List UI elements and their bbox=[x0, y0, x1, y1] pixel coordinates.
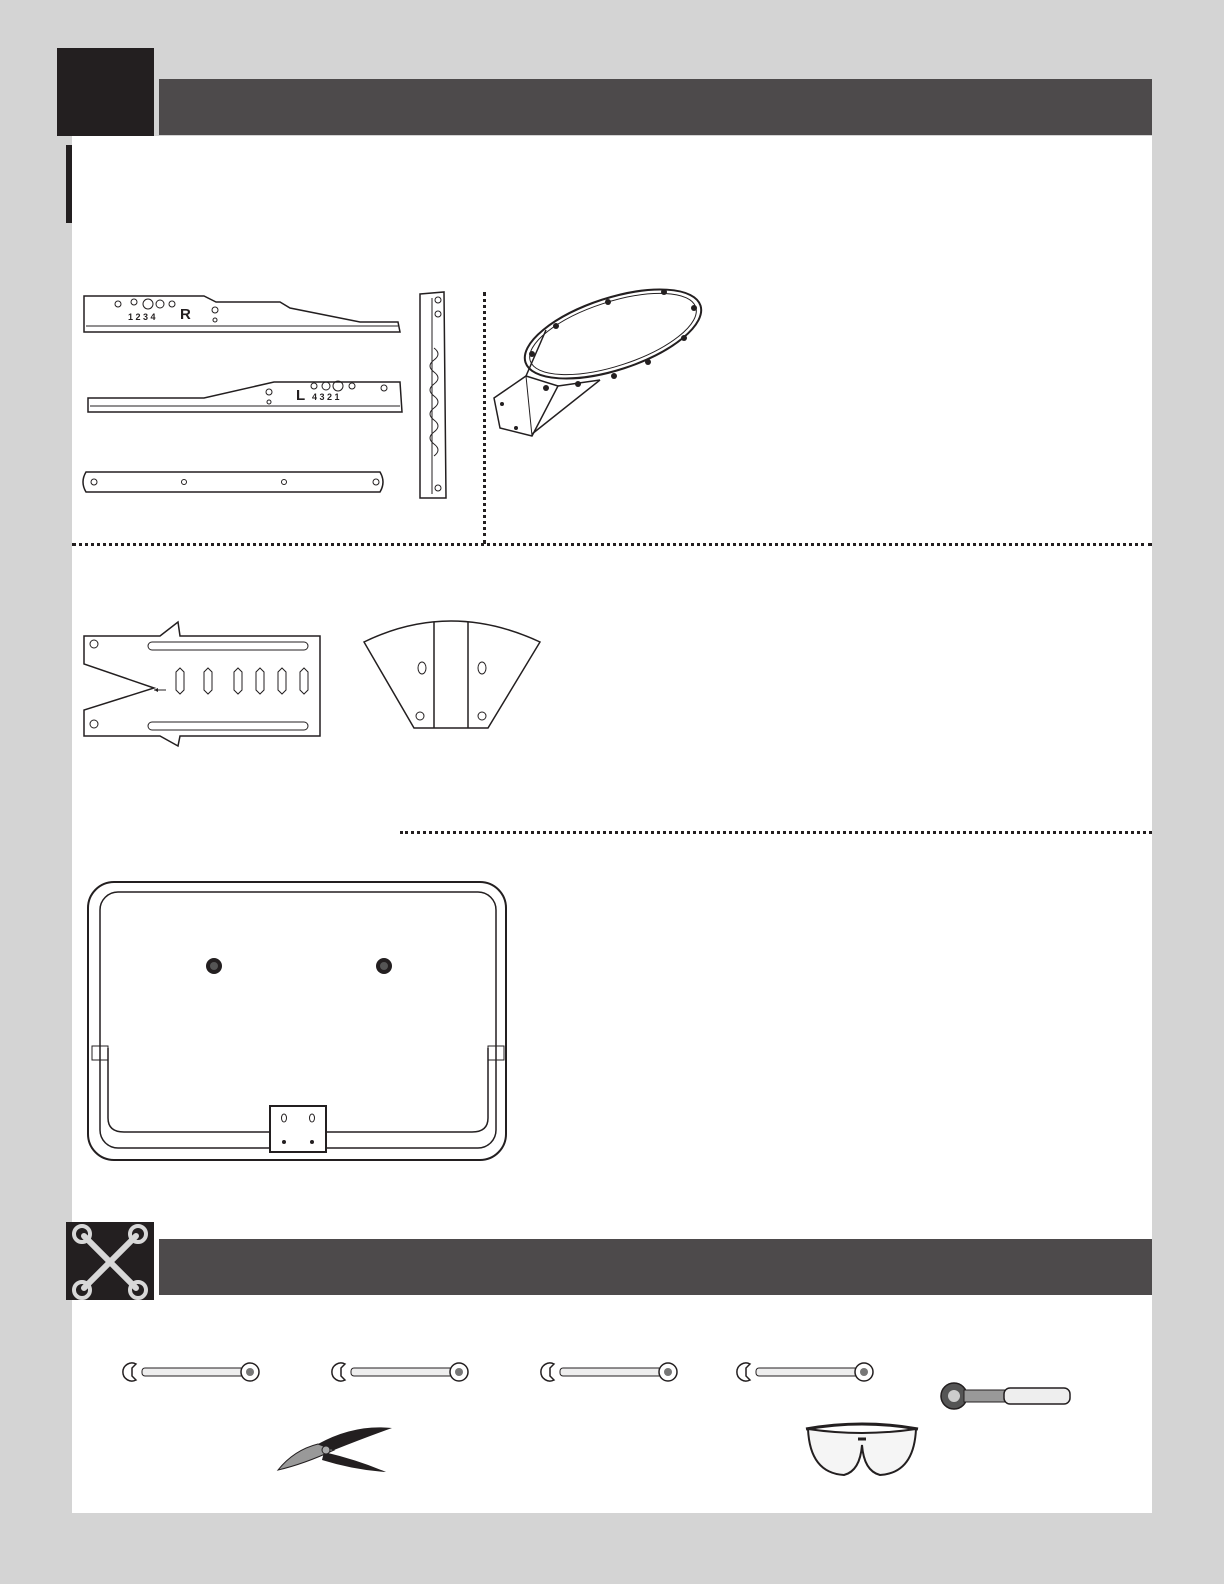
vertical-channel-part bbox=[414, 288, 450, 503]
socket-ratchet-icon bbox=[936, 1380, 1076, 1414]
crossed-wrenches-icon bbox=[66, 1222, 154, 1300]
left-arm-letter: L bbox=[296, 387, 306, 404]
wrench-icon bbox=[738, 1360, 878, 1384]
left-arm-part bbox=[84, 378, 409, 418]
tools-section-icon bbox=[66, 1222, 154, 1300]
mounting-plate-part bbox=[80, 618, 325, 748]
right-arm-part bbox=[80, 292, 405, 340]
safety-glasses-icon bbox=[800, 1415, 925, 1485]
divider-upper bbox=[72, 543, 1152, 546]
left-arm-numbers: 4 3 2 1 bbox=[312, 392, 340, 402]
pliers-icon bbox=[274, 1420, 399, 1480]
right-arm-letter: R bbox=[180, 306, 191, 323]
wrench-icon bbox=[124, 1360, 264, 1384]
fan-bracket-part bbox=[360, 614, 545, 734]
divider-vertical bbox=[483, 292, 486, 544]
step-number-block bbox=[57, 48, 154, 136]
backboard-part bbox=[86, 880, 511, 1165]
tools-section-bar bbox=[159, 1239, 1152, 1295]
divider-middle bbox=[400, 831, 1152, 834]
rim-part bbox=[488, 278, 718, 448]
cross-tube-part bbox=[80, 468, 390, 498]
wrench-icon bbox=[333, 1360, 473, 1384]
header-bar bbox=[159, 79, 1152, 135]
right-arm-numbers: 1 2 3 4 bbox=[128, 312, 156, 322]
wrench-icon bbox=[542, 1360, 682, 1384]
